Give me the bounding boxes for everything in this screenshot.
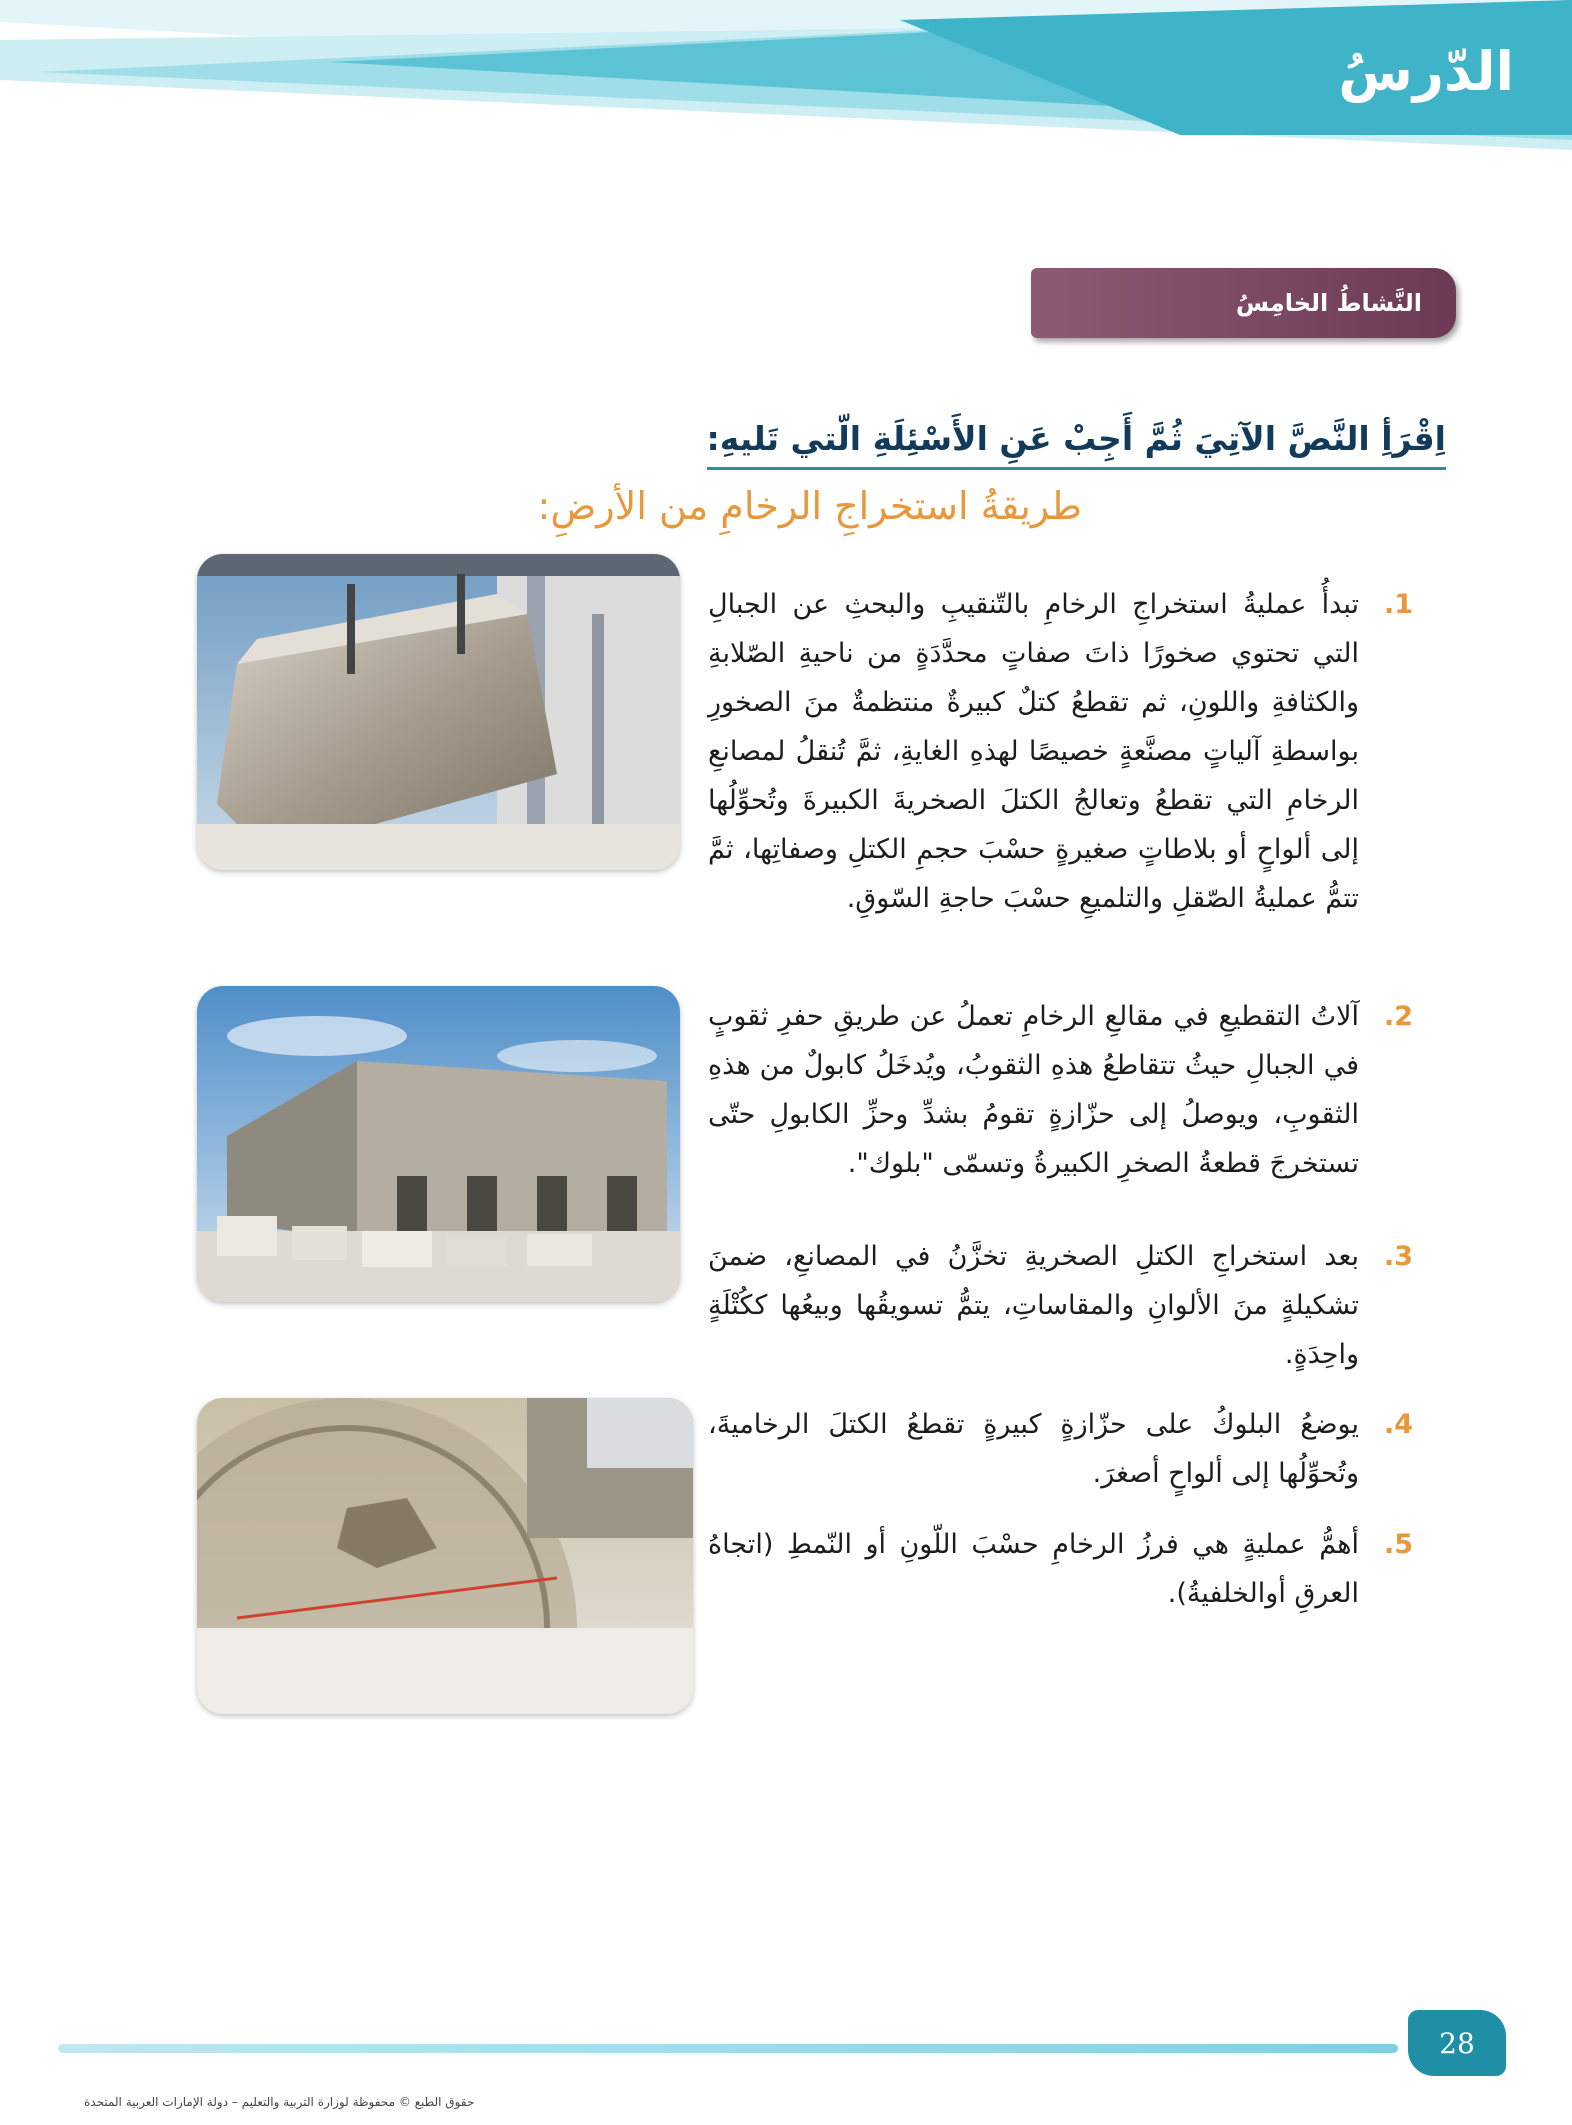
list-item: [708, 1520, 1413, 1618]
lesson-title: الدّرسُ: [1338, 40, 1514, 103]
item-number: 5.: [1383, 1529, 1413, 1560]
item-number: 4.: [1383, 1409, 1413, 1440]
item-text: أهمُّ عمليةٍ هي فرزُ الرخامِ حسْبَ اللّونِ أو النّمطِ (اتجاهُ العرقِ أوالخلفيةُ).: [708, 1529, 1359, 1609]
list-item: [708, 1232, 1413, 1400]
list-item: [708, 580, 1413, 992]
cutting-saw-photo: [197, 1398, 693, 1714]
article-list: [708, 580, 1413, 1618]
page-number-label: 28: [1439, 2026, 1475, 2060]
banner-graphic: [0, 0, 1572, 160]
item-number: 1.: [1383, 589, 1413, 620]
item-text: تبدأُ عمليةُ استخراجِ الرخامِ بالتّنقيبِ والبحثِ عن الجبالِ التي تحتوي صخورًا ذاتَ صفاتٍ محدَّدَةٍ من ناحيةِ الصّلابةِ والكثافةِ واللونِ، ثم تقطعُ كتلٌ كبيرةٌ منتظمةٌ منَ الصخورِ بواسطةِ آلياتٍ مصنَّعةٍ خصيصًا لهذهِ الغايةِ، ثمَّ تُنقلُ لمصانعِ الرخامِ التي تقطعُ وتعالجُ الكتلَ الصخريةَ الكبيرةَ وتُحوِّلُها إلى ألواحٍ أو بلاطاتٍ صغيرةٍ حسْبَ حجمِ الكتلِ وصفاتِها، ثمَّ تتمُّ عمليةُ الصّقلِ والتلميعِ حسْبَ حاجةِ السّوقِ.: [708, 589, 1359, 914]
copyright-notice: حقوق الطبع © محفوظة لوزارة التربية والتعليم – دولة الإمارات العربية المتحدة: [84, 2095, 475, 2109]
item-number: 3.: [1383, 1241, 1413, 1272]
marble-block-photo: [197, 554, 680, 870]
item-text: يوضعُ البلوكُ على حزّازةٍ كبيرةٍ تقطعُ الكتلَ الرخاميةَ، وتُحوِّلُها إلى ألواحٍ أصغرَ.: [708, 1409, 1359, 1489]
activity-tab-label: النَّشاطُ الخامِسُ: [1235, 289, 1422, 317]
item-text: بعد استخراجِ الكتلِ الصخريةِ تخزَّنُ في المصانعِ، ضمنَ تشكيلةٍ منَ الألوانِ والمقاساتِ، يتمُّ تسويقُها وبيعُها ككُتْلَةٍ واحِدَةٍ.: [708, 1241, 1359, 1370]
list-item: [708, 992, 1413, 1232]
warehouse-photo: [197, 986, 680, 1302]
header-banner: [0, 0, 1572, 160]
item-text: آلاتُ التقطيعِ في مقالعِ الرخامِ تعملُ عن طريقِ حفرِ ثقوبٍ في الجبالِ حيثُ تتقاطعُ هذهِ الثقوبُ، ويُدخَلُ كابولٌ من هذهِ الثقوبِ، ويوصلُ إلى حزّازةٍ تقومُ بشدِّ وحزِّ الكابولِ حتّى تستخرجَ قطعةُ الصخرِ الكبيرةُ وتسمّى "بلوك".: [708, 1001, 1359, 1179]
item-number: 2.: [1383, 1001, 1413, 1032]
section-title: طريقةُ استخراجِ الرخامِ من الأرضِ:: [537, 484, 1082, 528]
list-item: [708, 1400, 1413, 1520]
instruction-heading: اِقْرَأِ النَّصَّ الآتِيَ ثُمَّ أَجِبْ عَنِ الأَسْئِلَةِ الّتي تَليهِ:: [707, 418, 1446, 470]
activity-tab: [1031, 268, 1456, 338]
footer-bar: [58, 2044, 1398, 2053]
page-number: [1408, 2010, 1506, 2076]
